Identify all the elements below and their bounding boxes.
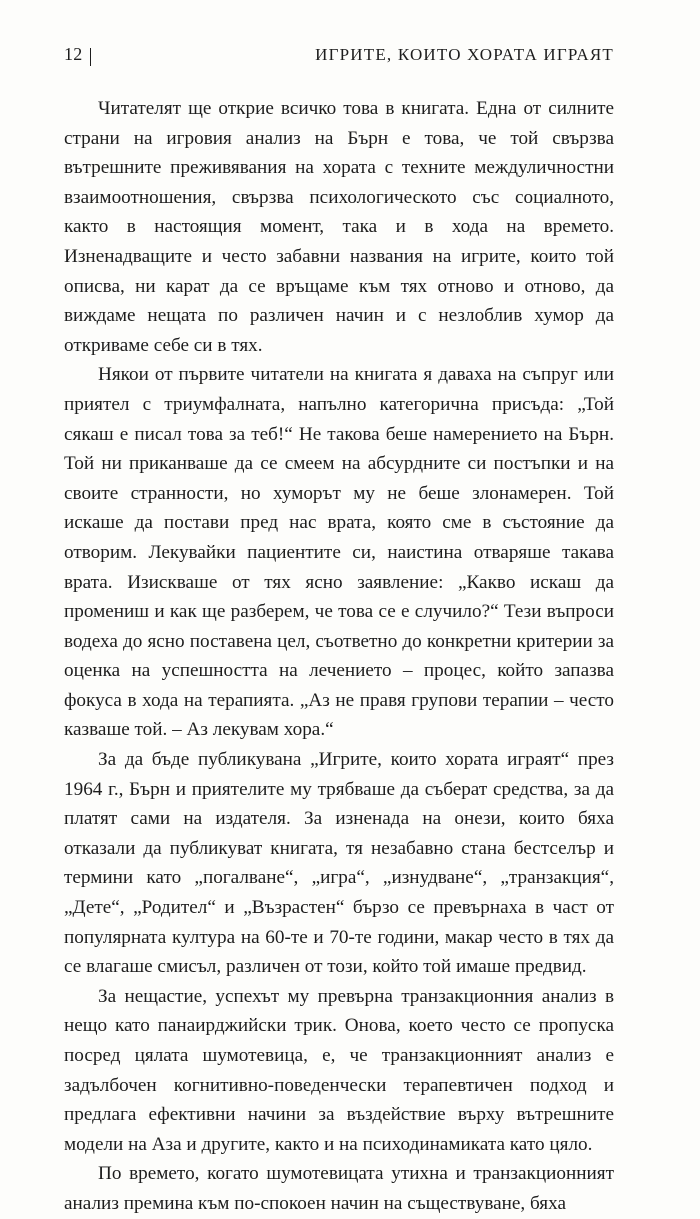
paragraph-2: Някои от първите читатели на книгата я даваха на съпруг или приятел с триумфалната, напълно категорична присъда: „Той сякаш е писал това за теб!“ Не такова беше намерението на Бърн. Той ни приканваше да се смеем на абсурдните си постъпки и на своите странности, но хуморът му не беше злонамерен. Той искаше да постави пред нас врата, която сме в състояние да отворим. Лекувайки пациентите си, наистина отваряше такава врата. Изискваше от тях ясно заявление: „Какво искаш да промениш и как ще разберем, че това се е случило?“ Тези въпроси водеха до ясно поставена цел, съответно до конкретни критерии за оценка на успешността на лечението – процес, който запазва фокуса в хода на терапията. „Аз не правя групови терапии – често казваше той. – Аз лекувам хора.“ <box>64 364 614 741</box>
paragraph-5: По времето, когато шумотевицата утихна и транзакционният анализ премина към по-спокоен начин на съществуване, бяха <box>64 1163 614 1214</box>
page-number: 12 <box>64 44 83 64</box>
paragraph-3: За да бъде публикувана „Игрите, които хората играят“ през 1964 г., Бърн и приятелите му трябваше да съберат средства, за да платят сами на издателя. За изненада на онези, които бяха отказали да публикуват книгата, тя незабавно стана бестселър и термини като „погалване“, „игра“, „изнудване“, „транзакция“, „Дете“, „Родител“ и „Възрастен“ бързо се превърнаха в част от популярната култура на 60-те и 70-те години, макар често в тях да се влагаше смисъл, различен от този, който той имаше предвид. <box>64 749 614 978</box>
page-number-block <box>64 44 91 65</box>
paragraph-1: Читателят ще открие всичко това в книгата. Една от силните страни на игровия анализ на Бърн е това, че той свързва вътрешните преживявания на хората с техните междуличностни взаимоотношения, свързва психологическото със социалното, както в настоящия момент, така и в хода на времето. Изненадващите и често забавни названия на игрите, които той описва, ни карат да се връщаме към тях отново и отново, да виждаме нещата по различен начин и с незлоблив хумор да откриваме себе си в тях. <box>64 98 614 356</box>
paragraph-4: За нещастие, успехът му превърна транзакционния анализ в нещо като панаирджийски трик. Онова, което често се пропуска посред цялата шумотевица, е, че транзакционният анализ е задълбочен когнитивно-поведенчески терапевтичен подход и предлага ефективни начини за въздействие върху вътрешните модели на Аза и другите, както и на психодинамиката като цяло. <box>64 985 614 1155</box>
running-head <box>64 44 614 65</box>
body-text <box>64 94 614 1219</box>
page-number-divider <box>90 48 91 66</box>
running-title: ИГРИТЕ, КОИТО ХОРАТА ИГРАЯТ <box>315 45 614 64</box>
